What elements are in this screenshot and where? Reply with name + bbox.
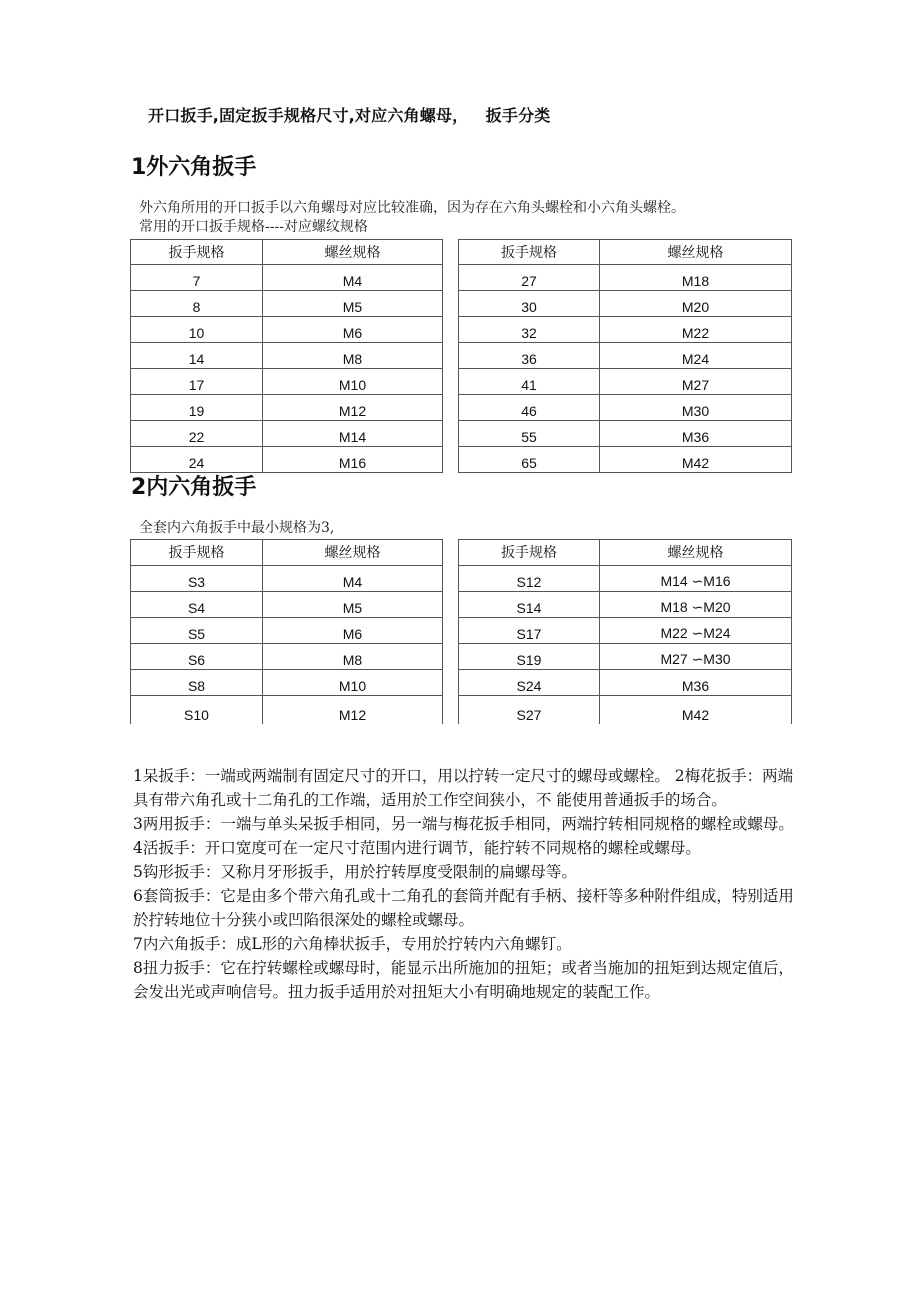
table-cell: M24 bbox=[600, 343, 792, 369]
table-column-gap bbox=[443, 395, 459, 421]
table-cell: 32 bbox=[459, 317, 600, 343]
table-row bbox=[131, 369, 792, 395]
table-cell: M30 bbox=[600, 395, 792, 421]
section2-heading: 2内六角扳手 bbox=[131, 475, 257, 500]
table-column-gap bbox=[443, 421, 459, 447]
table-header-row bbox=[131, 540, 792, 566]
table-header-cell: 扳手规格 bbox=[459, 240, 600, 265]
table-row bbox=[131, 421, 792, 447]
internal-hex-table-body bbox=[131, 540, 792, 725]
table-header-cell: 扳手规格 bbox=[459, 540, 600, 566]
table-cell: M6 bbox=[263, 618, 443, 644]
table-cell: S5 bbox=[131, 618, 263, 644]
table-cell: 8 bbox=[131, 291, 263, 317]
table-cell: 41 bbox=[459, 369, 600, 395]
table-column-gap bbox=[443, 618, 459, 644]
table-row bbox=[131, 618, 792, 644]
table-cell: M36 bbox=[600, 670, 792, 696]
table-cell: M10 bbox=[263, 369, 443, 395]
table-cell: 19 bbox=[131, 395, 263, 421]
table-cell: S14 bbox=[459, 592, 600, 618]
table-cell: S8 bbox=[131, 670, 263, 696]
table-row bbox=[131, 592, 792, 618]
table-cell: M4 bbox=[263, 566, 443, 592]
classification-item: 7内六角扳手：成L形的六角棒状扳手，专用於拧转内六角螺钉。 bbox=[133, 935, 572, 953]
table-cell: S17 bbox=[459, 618, 600, 644]
table-cell: M6 bbox=[263, 317, 443, 343]
table-cell: M4 bbox=[263, 265, 443, 291]
classification-item: 3两用扳手：一端与单头呆扳手相同，另一端与梅花扳手相同，两端拧转相同规格的螺栓或螺母。 bbox=[133, 815, 794, 833]
table-cell: M12 bbox=[263, 395, 443, 421]
table-cell: M22 ∽M24 bbox=[600, 618, 792, 644]
section2-note: 全套内六角扳手中最小规格为3, bbox=[139, 520, 335, 536]
table-cell: M8 bbox=[263, 343, 443, 369]
table-row bbox=[131, 265, 792, 291]
table-row bbox=[131, 291, 792, 317]
wrench-classification-list bbox=[133, 764, 805, 1004]
table-column-gap bbox=[443, 592, 459, 618]
table-cell: 30 bbox=[459, 291, 600, 317]
internal-hex-wrench-table bbox=[130, 539, 792, 724]
table-column-gap bbox=[443, 317, 459, 343]
table-row bbox=[131, 670, 792, 696]
table-column-gap bbox=[443, 644, 459, 670]
table-row bbox=[131, 696, 792, 725]
table-cell: M10 bbox=[263, 670, 443, 696]
table-cell: 27 bbox=[459, 265, 600, 291]
table-column-gap bbox=[443, 240, 459, 265]
table-cell: M42 bbox=[600, 696, 792, 725]
section1-heading: 1外六角扳手 bbox=[131, 155, 257, 180]
table-cell: M42 bbox=[600, 447, 792, 473]
table-cell: S4 bbox=[131, 592, 263, 618]
table-row bbox=[131, 395, 792, 421]
section1-note-line2: 常用的开口扳手规格----对应螺纹规格 bbox=[139, 219, 368, 235]
table-row bbox=[131, 343, 792, 369]
table-column-gap bbox=[443, 447, 459, 473]
table-column-gap bbox=[443, 696, 459, 725]
table-header-row bbox=[131, 240, 792, 265]
table-header-cell: 螺丝规格 bbox=[263, 540, 443, 566]
table-cell: S27 bbox=[459, 696, 600, 725]
external-hex-table-body bbox=[131, 240, 792, 473]
table-cell: S6 bbox=[131, 644, 263, 670]
table-cell: M8 bbox=[263, 644, 443, 670]
table-row bbox=[131, 644, 792, 670]
table-cell: 10 bbox=[131, 317, 263, 343]
section1-note-line1: 外六角所用的开口扳手以六角螺母对应比较准确，因为存在六角头螺栓和小六角头螺栓。 bbox=[139, 200, 685, 216]
table-cell: 55 bbox=[459, 421, 600, 447]
table-cell: M27 bbox=[600, 369, 792, 395]
table-cell: M5 bbox=[263, 291, 443, 317]
table-column-gap bbox=[443, 291, 459, 317]
table-cell: 14 bbox=[131, 343, 263, 369]
table-cell: M12 bbox=[263, 696, 443, 725]
table-header-cell: 扳手规格 bbox=[131, 240, 263, 265]
table-cell: 36 bbox=[459, 343, 600, 369]
classification-item: 1呆扳手：一端或两端制有固定尺寸的开口，用以拧转一定尺寸的螺母或螺栓。 2梅花扳手：两端具有带六角孔或十二角孔的工作端，适用於工作空间狭小，不 能使用普通扳手的场合。 bbox=[133, 767, 794, 809]
classification-item: 5钩形扳手：又称月牙形扳手，用於拧转厚度受限制的扁螺母等。 bbox=[133, 863, 577, 881]
table-cell: M22 bbox=[600, 317, 792, 343]
table-cell: M18 ∽M20 bbox=[600, 592, 792, 618]
classification-item: 6套筒扳手：它是由多个带六角孔或十二角孔的套筒并配有手柄、接杆等多种附件组成，特别适用於拧转地位十分狭小或凹陷很深处的螺栓或螺母。 bbox=[133, 887, 794, 929]
external-hex-wrench-table bbox=[130, 239, 792, 473]
table-cell: S12 bbox=[459, 566, 600, 592]
table-row bbox=[131, 447, 792, 473]
table-cell: M18 bbox=[600, 265, 792, 291]
table-header-cell: 螺丝规格 bbox=[263, 240, 443, 265]
document-title: 开口扳手,固定扳手规格尺寸,对应六角螺母， 扳手分类 bbox=[148, 106, 551, 125]
table-cell: M14 ∽M16 bbox=[600, 566, 792, 592]
table-row bbox=[131, 317, 792, 343]
table-header-cell: 螺丝规格 bbox=[600, 240, 792, 265]
table-cell: 7 bbox=[131, 265, 263, 291]
table-column-gap bbox=[443, 540, 459, 566]
table-cell: S10 bbox=[131, 696, 263, 725]
table-cell: 24 bbox=[131, 447, 263, 473]
classification-item: 4活扳手：开口宽度可在一定尺寸范围内进行调节，能拧转不同规格的螺栓或螺母。 bbox=[133, 839, 701, 857]
table-cell: M16 bbox=[263, 447, 443, 473]
table-column-gap bbox=[443, 265, 459, 291]
table-column-gap bbox=[443, 566, 459, 592]
table-cell: S3 bbox=[131, 566, 263, 592]
table-cell: S19 bbox=[459, 644, 600, 670]
table-column-gap bbox=[443, 670, 459, 696]
table-column-gap bbox=[443, 343, 459, 369]
table-cell: M20 bbox=[600, 291, 792, 317]
table-cell: M36 bbox=[600, 421, 792, 447]
table-header-cell: 扳手规格 bbox=[131, 540, 263, 566]
table-column-gap bbox=[443, 369, 459, 395]
table-cell: M27 ∽M30 bbox=[600, 644, 792, 670]
table-cell: 46 bbox=[459, 395, 600, 421]
classification-item: 8扭力扳手：它在拧转螺栓或螺母时，能显示出所施加的扭矩；或者当施加的扭矩到达规定值后，会发出光或声响信号。扭力扳手适用於对扭矩大小有明确地规定的装配工作。 bbox=[133, 959, 794, 1001]
table-cell: M5 bbox=[263, 592, 443, 618]
table-cell: 17 bbox=[131, 369, 263, 395]
table-row bbox=[131, 566, 792, 592]
table-header-cell: 螺丝规格 bbox=[600, 540, 792, 566]
table-cell: M14 bbox=[263, 421, 443, 447]
table-cell: 65 bbox=[459, 447, 600, 473]
table-cell: 22 bbox=[131, 421, 263, 447]
table-cell: S24 bbox=[459, 670, 600, 696]
